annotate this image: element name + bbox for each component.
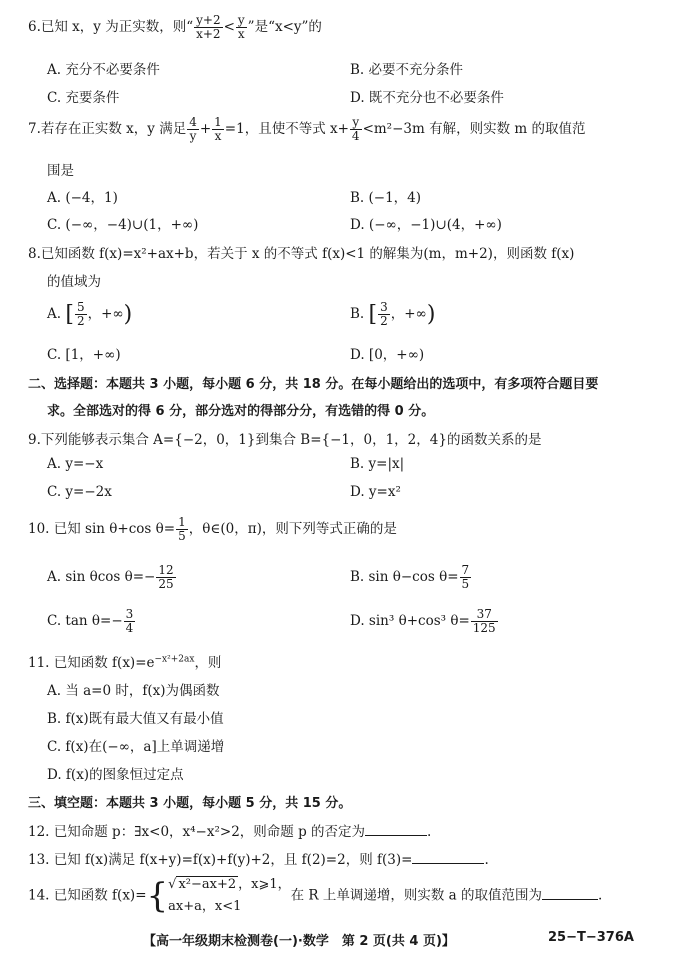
q10-option-a-numerator: 12 [158,563,174,577]
q6-less-than: < [223,19,235,35]
q6-option-c: C. 充要条件 [47,90,120,106]
q10-option-b-numerator: 7 [461,563,470,577]
q10-fraction [176,516,188,543]
q7-frac1-numerator: 4 [189,115,197,129]
footer-code: 25−T−376A [548,930,634,945]
q7-frac3-denominator: 4 [351,129,360,143]
question-11-stem [28,651,677,671]
q9-option-c: C. y=−2x [47,484,112,500]
q7-frac1-denominator: y [189,129,197,143]
q11-option-c: C. f(x)在(−∞，a]上单调递增 [47,739,225,755]
q8-option-a-fraction [75,301,87,328]
q10-option-c [47,608,136,635]
q10-option-c-denominator: 4 [125,621,134,635]
question-9-stem: 9.下列能够表示集合 A={−2，0，1}到集合 B={−1，0，1，2，4}的函数关系的是 [28,432,542,448]
q7-frac2-denominator: x [214,129,222,143]
q7-fraction-2 [212,116,224,143]
q10-text-pre: 10. 已知 sin θ+cos θ= [28,521,176,537]
q10-option-d-fraction [471,608,498,635]
q6-fraction-2 [236,14,247,41]
q14-case-1 [168,874,290,896]
question-12-stem [28,820,677,840]
q8-option-b [350,301,435,328]
q7-option-a: A. (−4，1) [47,190,118,206]
q7-option-b: B. (−1，4) [350,190,422,206]
q6-option-d: D. 既不充分也不必要条件 [350,90,504,106]
q8-option-a-tail: ，+∞ [87,306,124,322]
q6-frac1-denominator: x+2 [196,27,221,41]
q10-option-a-denominator: 25 [158,577,174,591]
q10-denominator: 5 [178,529,186,543]
q7-text-post: <m²−3m 有解，则实数 m 的取值范 [362,121,586,137]
q7-fraction-1 [187,116,199,143]
q14-text-pre: 14. 已知函数 f(x)= [28,887,147,904]
q10-option-a-text: A. sin θcos θ=− [47,569,156,585]
q8-option-a-denominator: 2 [76,314,85,328]
q8-option-b-tail: ，+∞ [390,306,427,322]
q7-option-c: C. (−∞，−4)∪(1，+∞) [47,217,199,233]
q8-option-b-fraction [378,301,390,328]
q10-option-b-fraction [460,564,472,591]
q14-answer-blank[interactable] [542,887,598,900]
q10-option-d [350,608,499,635]
q6-frac2-numerator: y [237,13,245,27]
q9-option-d: D. y=x² [350,484,401,500]
q6-fraction-1 [194,14,222,41]
q11-option-a: A. 当 a=0 时，f(x)为偶函数 [47,683,220,699]
q8-option-d: D. [0，+∞) [350,347,425,363]
q13-text: 13. 已知 f(x)满足 f(x+y)=f(x)+f(y)+2，且 f(2)=2，则 f(3)= [28,852,413,868]
section-2-heading: 二、选择题：本题共 3 小题，每小题 6 分，共 18 分。在每小题给出的选项中，有多项符合题目要 [28,377,599,392]
q7-text-mid: =1，且使不等式 x+ [224,121,349,137]
q11-option-d: D. f(x)的图象恒过定点 [47,767,184,783]
q10-text-post: ，θ∈(0，π)，则下列等式正确的是 [188,521,397,537]
q6-text-pre: 6.已知 x，y 为正实数，则“ [28,19,194,35]
q6-option-a: A. 充分不必要条件 [47,62,160,78]
q8-stem-continued: 的值域为 [47,274,101,290]
q13-period: . [484,852,489,868]
q10-option-a-fraction [156,564,175,591]
q7-option-d: D. (−∞，−1)∪(4，+∞) [350,217,502,233]
q10-numerator: 1 [178,515,186,529]
section-3-heading: 三、填空题：本题共 3 小题，每小题 5 分，共 15 分。 [28,796,352,811]
q6-option-b: B. 必要不充分条件 [350,62,464,78]
question-6-stem [28,14,677,41]
q14-sqrt-sign: √ [168,877,177,892]
q7-frac3-numerator: y [350,116,362,130]
q8-option-c: C. [1，+∞) [47,347,121,363]
q8-option-a-left-bracket: [ [65,302,74,327]
q10-option-c-numerator: 3 [125,607,134,621]
q7-frac2-numerator: 1 [214,115,222,129]
q10-option-c-text: C. tan θ=− [47,613,123,629]
q9-option-a: A. y=−x [47,456,104,472]
q12-period: . [427,824,432,840]
q10-option-d-numerator: 37 [471,608,498,622]
q14-case-2: ax+a，x<1 [168,899,242,914]
question-13-stem [28,848,677,868]
q14-case-1-condition: ，x⩾1， [238,877,291,892]
q6-frac1-numerator: y+2 [196,13,221,27]
q12-answer-blank[interactable] [365,823,427,836]
q8-option-b-denominator: 2 [380,314,388,328]
q11-text-post: ，则 [194,655,222,671]
q8-option-a [47,301,132,328]
q11-exponent: −x²+2ax [154,654,195,665]
section-2-heading-continued: 求。全部选对的得 6 分，部分选对的得部分分，有选错的得 0 分。 [47,404,435,419]
q10-option-b [350,564,472,591]
q8-option-a-numerator: 5 [76,300,85,314]
q13-answer-blank[interactable] [412,851,484,864]
q10-option-d-denominator: 125 [472,621,496,635]
q6-text-mid: ”是“x<y”的 [247,19,322,35]
q14-text-post: 在 R 上单调递增，则实数 a 的取值范围为 [290,887,543,904]
q6-frac2-denominator: x [237,27,245,41]
q7-text-pre: 7.若存在正实数 x，y 满足 [28,121,187,137]
q14-piecewise-cases [168,874,290,918]
q8-option-a-right-paren: ) [123,302,133,327]
q8-option-b-left-bracket: [ [368,302,378,327]
q14-period: . [598,887,603,904]
q8-option-a-label: A. [47,306,62,322]
q7-stem-continued: 围是 [47,163,74,179]
q10-option-a [47,564,177,591]
footer-title: 【高一年级期末检测卷(一)·数学 第 2 页(共 4 页)】 [143,934,455,949]
q10-option-c-fraction [124,608,136,635]
q7-fraction-3 [350,116,362,143]
question-14-stem [28,874,677,918]
question-10-stem [28,516,677,543]
q8-option-b-numerator: 3 [380,300,388,314]
q10-option-b-denominator: 5 [461,577,470,591]
question-7-stem [28,116,677,143]
q8-option-b-right-paren: ) [426,302,436,327]
question-8-stem: 8.已知函数 f(x)=x²+ax+b，若关于 x 的不等式 f(x)<1 的解集为(m，m+2)，则函数 f(x) [28,246,575,262]
q10-option-b-text: B. sin θ−cos θ= [350,569,459,585]
q14-case-1-radicand: x²−ax+2 [178,877,237,892]
q11-option-b: B. f(x)既有最大值又有最小值 [47,711,224,727]
q12-text: 12. 已知命题 p：∃x<0，x⁴−x²>2，则命题 p 的否定为 [28,824,366,840]
q8-option-b-label: B. [350,306,365,322]
q14-left-brace: { [146,876,169,916]
q7-plus: + [199,121,212,137]
q11-text-pre: 11. 已知函数 f(x)=e [28,655,155,671]
q9-option-b: B. y=|x| [350,456,405,472]
q10-option-d-text: D. sin³ θ+cos³ θ= [350,613,470,629]
